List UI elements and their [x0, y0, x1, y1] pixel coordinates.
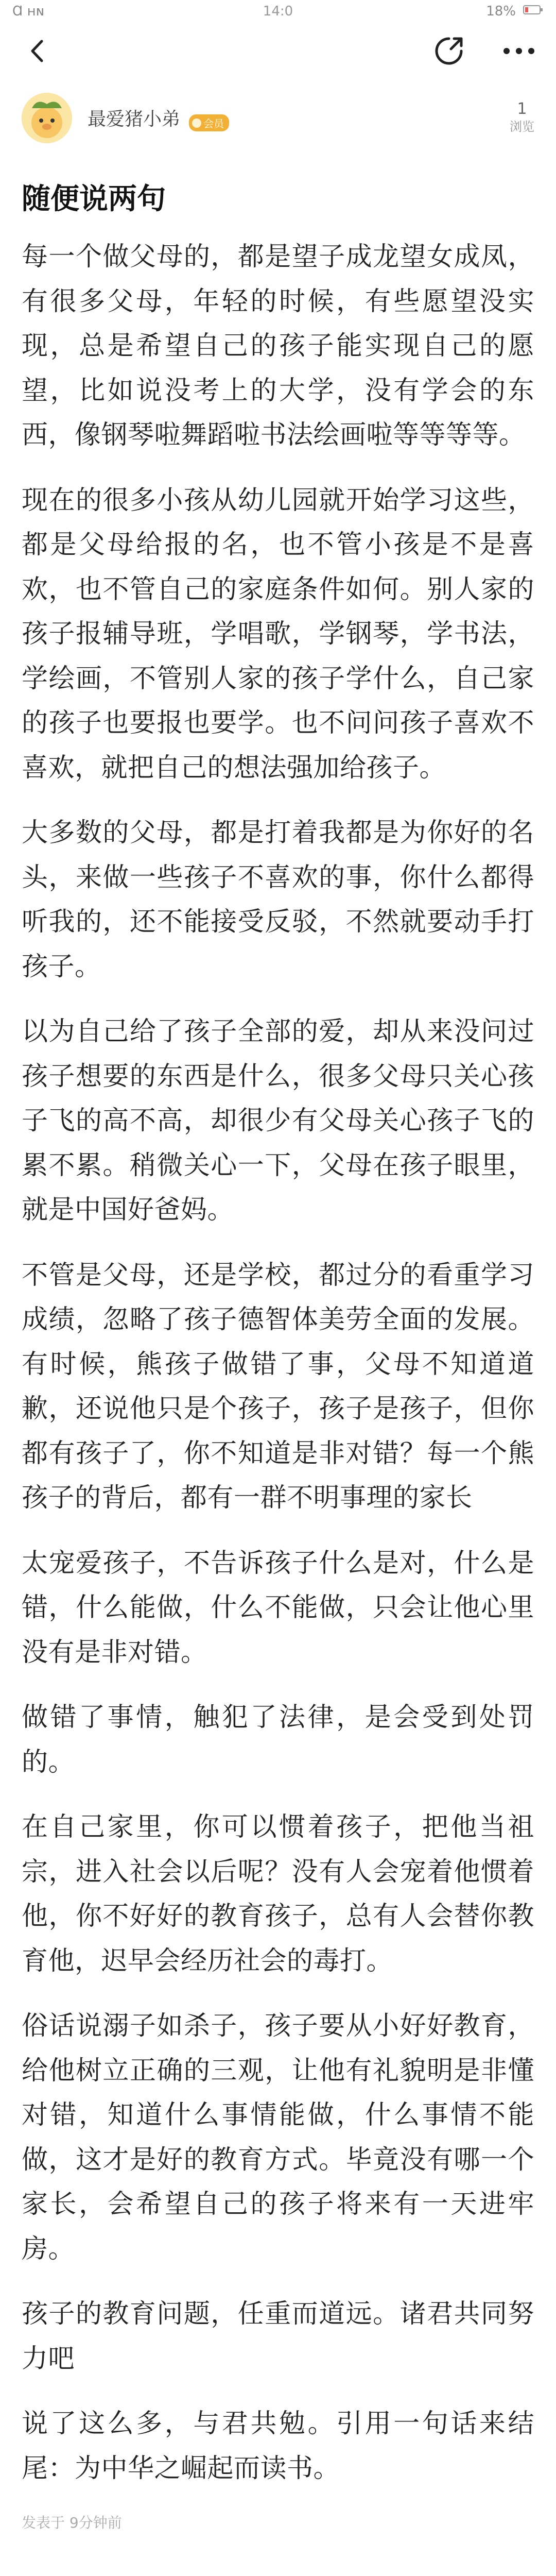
author-row	[0, 79, 556, 157]
nav-actions	[432, 35, 535, 67]
avatar[interactable]	[22, 93, 72, 143]
more-dots-icon	[502, 47, 535, 55]
post-paragraph: 孩子的教育问题，任重而道远。诸君共同努力吧	[22, 2299, 534, 2374]
post-paragraph: 以为自己给了孩子全部的爱，却从来没问过孩子想要的东西是什么，很多父母只关心孩子飞的高不高，却很少有父母关心孩子飞的累不累。稍微关心一下，父母在孩子眼里，就是中国好爸妈。	[22, 1016, 534, 1225]
publish-time: 发表于 9分钟前	[22, 2514, 122, 2531]
author-info[interactable]	[22, 93, 229, 143]
chevron-left-icon	[28, 39, 46, 63]
post-content	[0, 235, 556, 2491]
author-name-wrap	[88, 105, 229, 131]
top-nav	[0, 23, 556, 79]
post-paragraph: 每一个做父母的，都是望子成龙望女成凤，有很多父母，年轻的时候，有些愿望没实现，总是希望自己的孩子能实现自己的愿望，比如说没考上的大学，没有学会的东西，像钢琴啦舞蹈啦书法绘画啦等等等等。	[22, 242, 534, 450]
post-title: 随便说两句	[22, 182, 166, 216]
post-paragraph: 做错了事情，触犯了法律，是会受到处罚的。	[22, 1702, 534, 1777]
status-left	[12, 4, 44, 19]
author-name[interactable]: 最爱猪小弟	[88, 109, 181, 130]
battery-text: 18%	[486, 4, 516, 19]
view-count	[510, 100, 534, 135]
member-badge-label: 会员	[203, 117, 224, 130]
post-paragraph: 不管是父母，还是学校，都过分的看重学习成绩，忽略了孩子德智体美劳全面的发展。有时候，熊孩子做错了事，父母不知道道歉，还说他只是个孩子，孩子是孩子，但你都有孩子了，你不知道是非对错？每一个熊孩子的背后，都有一群不明事理的家长	[22, 1260, 534, 1513]
member-icon	[192, 118, 201, 128]
back-button[interactable]	[21, 35, 54, 67]
battery-icon	[523, 4, 544, 19]
view-count-number: 1	[517, 100, 527, 118]
share-icon	[433, 36, 464, 66]
post-paragraph: 太宠爱孩子，不告诉孩子什么是对，什么是错，什么能做，什么不能做，只会让他心里没有是非对错。	[22, 1548, 534, 1668]
post-paragraph: 俗话说溺子如杀子，孩子要从小好好教育，给他树立正确的三观，让他有礼貌明是非懂对错，知道什么事情能做，什么事情不能做，这才是好的教育方式。毕竟没有哪一个家长，会希望自己的孩子将来有一天进牢房。	[22, 2011, 534, 2264]
post-paragraph: 说了这么多，与君共勉。引用一句话来结尾：为中华之崛起而读书。	[22, 2409, 534, 2484]
post-paragraph: 大多数的父母，都是打着我都是为你好的名头，来做一些孩子不喜欢的事，你什么都得听我的，还不能接受反驳，不然就要动手打孩子。	[22, 818, 534, 982]
status-right	[486, 4, 544, 19]
status-bar	[0, 0, 556, 23]
status-time: 14:0	[263, 4, 293, 19]
avatar-image	[22, 93, 72, 143]
view-count-label: 浏览	[510, 120, 534, 134]
post-paragraph: 现在的很多小孩从幼儿园就开始学习这些，都是父母给报的名，也不管小孩是不是喜欢，也不管自己的家庭条件如何。别人家的孩子报辅导班，学唱歌，学钢琴，学书法，学绘画，不管别人家的孩子学什么，自己家的孩子也要报也要学。也不问问孩子喜欢不喜欢，就把自己的想法强加给孩子。	[22, 485, 534, 783]
signal-text: Ɑ ʜɴ	[12, 4, 45, 19]
more-button[interactable]	[502, 35, 535, 67]
post-paragraph: 在自己家里，你可以惯着孩子，把他当祖宗，进入社会以后呢？没有人会宠着他惯着他，你不好好的教育孩子，总有人会替你教育他，迟早会经历社会的毒打。	[22, 1812, 534, 1976]
share-button[interactable]	[432, 35, 465, 67]
member-badge	[189, 114, 229, 131]
